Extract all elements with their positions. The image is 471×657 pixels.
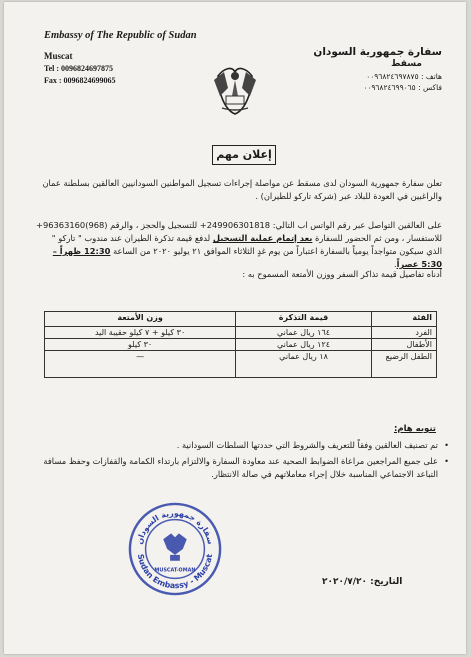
notes-list [34,439,450,484]
row-price: ١٦٤ ريال عماني [236,327,372,339]
embassy-stamp [126,500,224,598]
city-english: Muscat [44,51,73,61]
secretary-bird-emblem-icon [210,62,260,116]
office-hours: 12:30 ظهراً – 5:30 عصراً [52,246,442,269]
header-price: قيمة التذكرة [236,312,372,327]
stamp-bird-icon [163,533,187,560]
instructions-paragraph [34,219,442,271]
fare-intro: أدناه تفاصيل قيمة تذاكر السفر ووزن الأمتعة المسموح به : [242,269,442,279]
header-category: الفئة [371,312,436,327]
row-category: الطفل الرضيع [371,351,436,378]
notice-title: إعلان مهم [212,145,276,165]
row-price: ١٨ ريال عماني [236,351,372,378]
list-item: • على جميع المراجعين مراعاة الضوابط الصحية عند معاودة السفارة والالتزام بارتداء الكمامة والقفازات وحفظ مسافة التباعد الاجتماعي المناسبة خلال إجراء معاملاتهم في صالة الانتظار. [34,455,438,481]
city-arabic: مسقط [391,59,422,69]
table-row [45,327,437,339]
fax-arabic: فاكس : ٠٠٩٦٨٢٤٦٩٩٠٦٥ [363,83,442,92]
notes-heading: تنويه هام: [393,424,436,434]
english-letterhead [44,30,197,87]
table-row [45,351,437,378]
embassy-name-english: Embassy of The Republic of Sudan [44,30,197,41]
row-baggage: — [45,351,236,378]
instructions-text-part1: على العالقين التواصل عبر رقم الواتس اب التالي: 249906301818+ للتسجيل والحجز ، والرقم (968)96363160+ للاستفسار ، ومن ثم الحضور للسفارة [36,220,442,243]
stamp-top-text: سفارة جمهورية السودان [134,508,216,546]
instructions-end: . [393,259,397,269]
row-category: الأطفال [371,339,436,351]
fax-english: Fax : 0096824699065 [44,76,116,85]
row-category: الفرد [371,327,436,339]
arabic-letterhead [313,46,442,93]
telephone-arabic: هاتف : ٠٠٩٦٨٢٤٦٩٧٨٧٥ [366,72,442,81]
telephone-english: Tel : 0096824697875 [44,64,114,73]
stamp-center-text: MUSCAT-OMAN [154,567,196,574]
row-baggage: ٣٠ كيلو [45,339,236,351]
document-page [4,2,466,654]
row-baggage: ٣٠ كيلو + ٧ كيلو حقيبة اليد [45,327,236,339]
table-header-row [45,312,437,327]
fare-table [44,311,437,378]
stamp-bottom-text: Sudan Embassy - Muscat [135,553,215,591]
list-item: • تم تصنيف العالقين وفقاً للتعريف والشروط التي حددتها السلطات السودانية . [34,439,438,452]
registration-highlight: بعد إتمام عملية التسجيل [212,233,313,243]
intro-paragraph: تعلن سفارة جمهورية السودان لدى مسقط عن مواصلة إجراءات تسجيل المواطنين السودانيين العالقين بسلطنة عمان والراغبين في العودة للبلاد عبر (شركة تاركو للطيران) . [42,178,442,201]
header-baggage: وزن الأمتعة [45,312,236,327]
instructions-text-part2: لدفع قيمة تذكرة الطيران عند مندوب " تاركو " الذي سيكون متواجداً يومياً بالسفارة اعتباراً من يوم غدٍ الثلاثاء الموافق ٢١ يوليو ٢٠٢٠ من الساعة [51,233,442,256]
row-price: ١٢٤ ريال عماني [236,339,372,351]
embassy-name-arabic: سفارة جمهورية السودان [313,46,442,58]
document-date: التاريخ: ٢٠٢٠/٧/٢٠ [322,577,403,587]
table-row [45,339,437,351]
